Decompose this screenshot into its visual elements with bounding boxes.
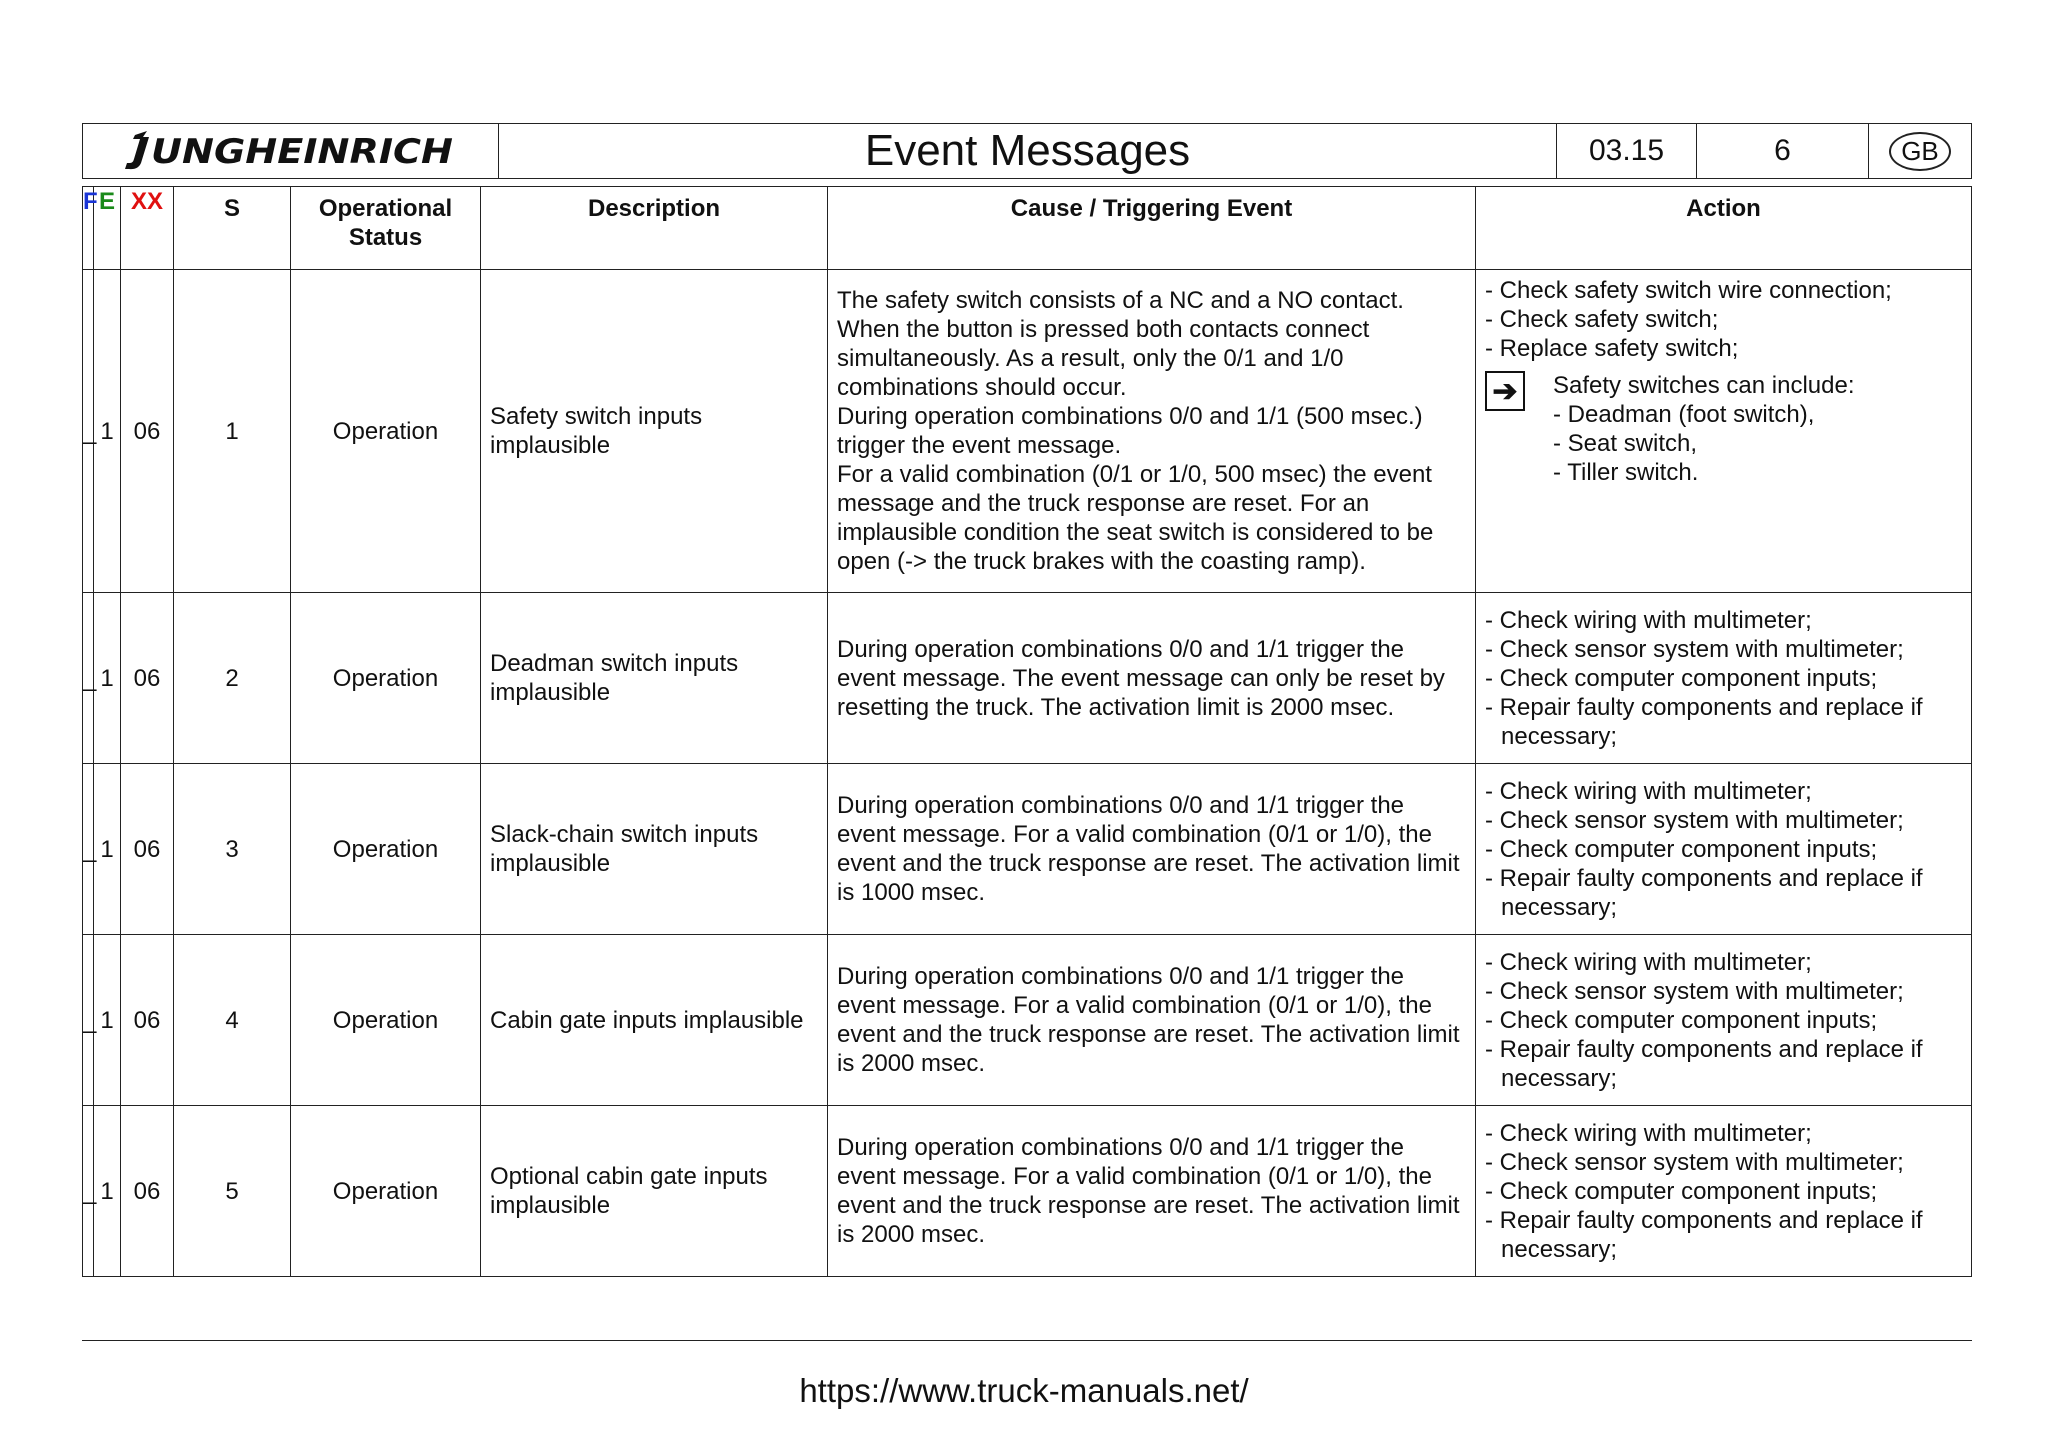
note-item: - Deadman (foot switch), — [1553, 400, 1855, 429]
action-item: - Check computer component inputs; — [1485, 664, 1962, 693]
action-item: - Repair faulty components and replace if necessary; — [1485, 864, 1962, 922]
cell-s: 4 — [174, 935, 291, 1106]
cell-e: 1 — [94, 935, 121, 1106]
footer-link[interactable]: https://www.truck-manuals.net/ — [799, 1372, 1249, 1409]
action-item: - Check wiring with multimeter; — [1485, 1119, 1962, 1148]
arrow-right-icon: ➔ — [1485, 371, 1525, 411]
cell-e: 1 — [94, 764, 121, 935]
cell-description: Safety switch inputs implausible — [481, 270, 828, 593]
action-list — [1485, 948, 1962, 1093]
cell-xx: 06 — [121, 593, 174, 764]
note-body — [1553, 371, 1855, 487]
cell-action — [1476, 270, 1972, 593]
language-cell — [1869, 124, 1971, 178]
cell-cause: During operation combinations 0/0 and 1/1 trigger the event message. For a valid combination (0/1 or 1/0), the event and the truck response are reset. The activation limit is 1000 msec. — [828, 764, 1476, 935]
cell-action — [1476, 593, 1972, 764]
cause-line: For a valid combination (0/1 or 1/0, 500 msec) the event message and the truck response are reset. For an implausible condition the seat switch is considered to be open (-> the truck brakes with the coasting ramp). — [837, 461, 1434, 575]
cell-e: 1 — [94, 270, 121, 593]
column-header-description: Description — [481, 187, 828, 270]
action-item: - Repair faulty components and replace if necessary; — [1485, 1206, 1962, 1264]
action-item: - Check computer component inputs; — [1485, 1177, 1962, 1206]
cell-description: Slack-chain switch inputs implausible — [481, 764, 828, 935]
cell-s: 3 — [174, 764, 291, 935]
action-list — [1485, 777, 1962, 922]
cell-action — [1476, 1106, 1972, 1277]
action-list — [1485, 276, 1962, 363]
column-header-cause: Cause / Triggering Event — [828, 187, 1476, 270]
column-header-xx: XX — [121, 187, 174, 270]
document-date: 03.15 — [1557, 124, 1697, 178]
column-header-e: E — [94, 187, 121, 270]
action-item: - Replace safety switch; — [1485, 334, 1962, 363]
action-list — [1485, 606, 1962, 751]
action-item: - Check wiring with multimeter; — [1485, 606, 1962, 635]
cell-s: 1 — [174, 270, 291, 593]
table-row — [83, 593, 1972, 764]
cell-description: Cabin gate inputs implausible — [481, 935, 828, 1106]
page-header — [82, 123, 1972, 179]
cell-xx: 06 — [121, 270, 174, 593]
cell-xx: 06 — [121, 764, 174, 935]
table-row — [83, 764, 1972, 935]
table-header-row — [83, 187, 1972, 270]
cell-status: Operation — [291, 935, 481, 1106]
note-items — [1553, 400, 1855, 487]
cell-description: Optional cabin gate inputs implausible — [481, 1106, 828, 1277]
cause-line: When the button is pressed both contacts connect simultaneously. As a result, only the 0/1 and 1/0 combinations should occur. — [837, 316, 1370, 401]
jungheinrich-logo — [121, 129, 461, 173]
column-header-s: S — [174, 187, 291, 270]
action-item: - Check computer component inputs; — [1485, 1006, 1962, 1035]
action-item: - Check computer component inputs; — [1485, 835, 1962, 864]
table-row — [83, 270, 1972, 593]
action-item: - Check safety switch; — [1485, 305, 1962, 334]
cell-cause — [828, 270, 1476, 593]
svg-text:UNGHEINRICH: UNGHEINRICH — [150, 132, 453, 172]
cell-status: Operation — [291, 764, 481, 935]
table-row — [83, 1106, 1972, 1277]
cell-s: 5 — [174, 1106, 291, 1277]
note-item: - Tiller switch. — [1553, 458, 1855, 487]
cell-e: 1 — [94, 1106, 121, 1277]
cell-f: _ — [83, 270, 94, 593]
cell-e: 1 — [94, 593, 121, 764]
column-header-action: Action — [1476, 187, 1972, 270]
footer-divider — [82, 1340, 1972, 1341]
action-list — [1485, 1119, 1962, 1264]
cell-status: Operation — [291, 593, 481, 764]
language-badge: GB — [1889, 132, 1951, 171]
action-item: - Repair faulty components and replace if necessary; — [1485, 693, 1962, 751]
action-item: - Check safety switch wire connection; — [1485, 276, 1962, 305]
action-item: - Repair faulty components and replace if necessary; — [1485, 1035, 1962, 1093]
note-box — [1485, 371, 1962, 487]
cell-action — [1476, 764, 1972, 935]
table-row — [83, 935, 1972, 1106]
action-item: - Check sensor system with multimeter; — [1485, 635, 1962, 664]
column-header-f: F — [83, 187, 94, 270]
cell-f: _ — [83, 593, 94, 764]
cell-cause: During operation combinations 0/0 and 1/1 trigger the event message. For a valid combination (0/1 or 1/0), the event and the truck response are reset. The activation limit is 2000 msec. — [828, 935, 1476, 1106]
cell-cause: During operation combinations 0/0 and 1/1 trigger the event message. The event message can only be reset by resetting the truck. The activation limit is 2000 msec. — [828, 593, 1476, 764]
cell-f: _ — [83, 935, 94, 1106]
event-messages-table — [82, 186, 1972, 1277]
action-item: - Check wiring with multimeter; — [1485, 777, 1962, 806]
cell-xx: 06 — [121, 935, 174, 1106]
note-item: - Seat switch, — [1553, 429, 1855, 458]
cell-cause: During operation combinations 0/0 and 1/1 trigger the event message. For a valid combination (0/1 or 1/0), the event and the truck response are reset. The activation limit is 2000 msec. — [828, 1106, 1476, 1277]
page-number: 6 — [1697, 124, 1869, 178]
cell-s: 2 — [174, 593, 291, 764]
action-item: - Check wiring with multimeter; — [1485, 948, 1962, 977]
cell-action — [1476, 935, 1972, 1106]
cause-line: During operation combinations 0/0 and 1/1 (500 msec.) trigger the event message. — [837, 403, 1423, 459]
action-item: - Check sensor system with multimeter; — [1485, 806, 1962, 835]
note-title: Safety switches can include: — [1553, 372, 1855, 399]
brand-logo — [83, 124, 499, 178]
cell-status: Operation — [291, 1106, 481, 1277]
cell-description: Deadman switch inputs implausible — [481, 593, 828, 764]
page-title: Event Messages — [499, 124, 1557, 178]
action-item: - Check sensor system with multimeter; — [1485, 1148, 1962, 1177]
cell-status: Operation — [291, 270, 481, 593]
cell-xx: 06 — [121, 1106, 174, 1277]
cell-f: _ — [83, 764, 94, 935]
action-item: - Check sensor system with multimeter; — [1485, 977, 1962, 1006]
column-header-operational-status: Operational Status — [291, 187, 481, 270]
cell-f: _ — [83, 1106, 94, 1277]
cause-line: The safety switch consists of a NC and a NO contact. — [837, 287, 1404, 314]
